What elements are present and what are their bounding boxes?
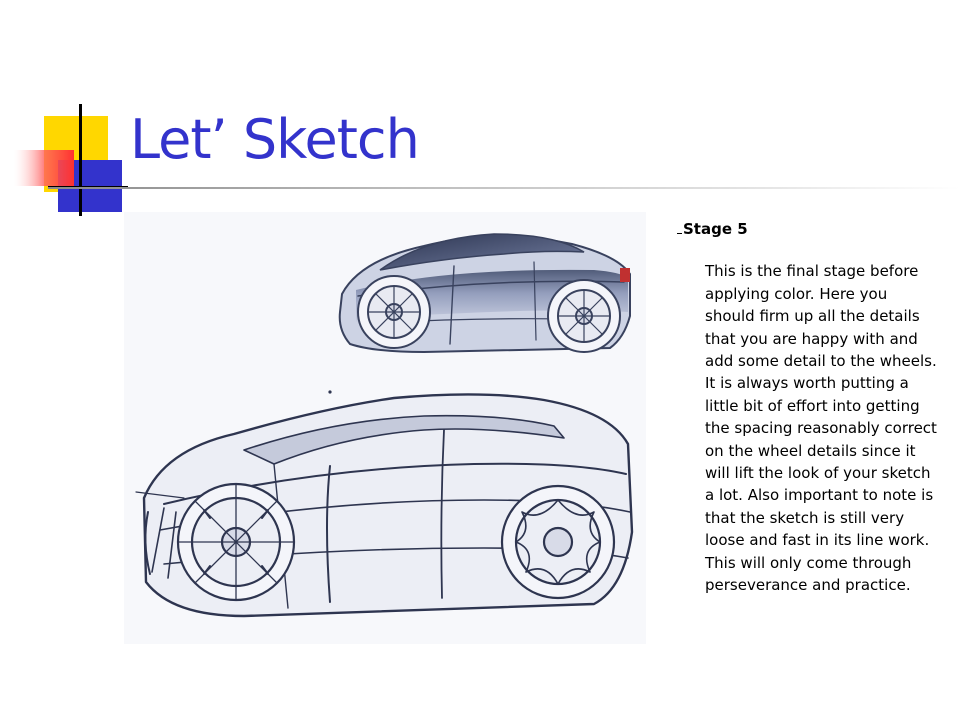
logo-black-line-vertical [79, 104, 82, 216]
large-car-sketch [136, 390, 632, 616]
stage-heading [675, 218, 940, 240]
stage-description: This is the final stage before applying color. Here you should firm up all the details that you are happy with and add some detail to the wheels. It is always worth putting a little bit of effort into getting the spacing reasonably correct on the wheel details since it will lift the look of your sketch a lot. Also important to note is that the sketch is still very loose and fast in its line work. This will only come through perseverance and practice. [705, 262, 937, 595]
title-underline [48, 187, 960, 189]
stage-text-block [675, 218, 940, 597]
small-car-sketch [340, 234, 630, 352]
stage-heading-label: Stage 5 [683, 220, 748, 238]
car-sketch-image [124, 212, 646, 644]
logo-red-bar [14, 150, 74, 186]
bullet-icon [677, 219, 682, 234]
slide-title: Let’ Sketch [130, 108, 419, 171]
